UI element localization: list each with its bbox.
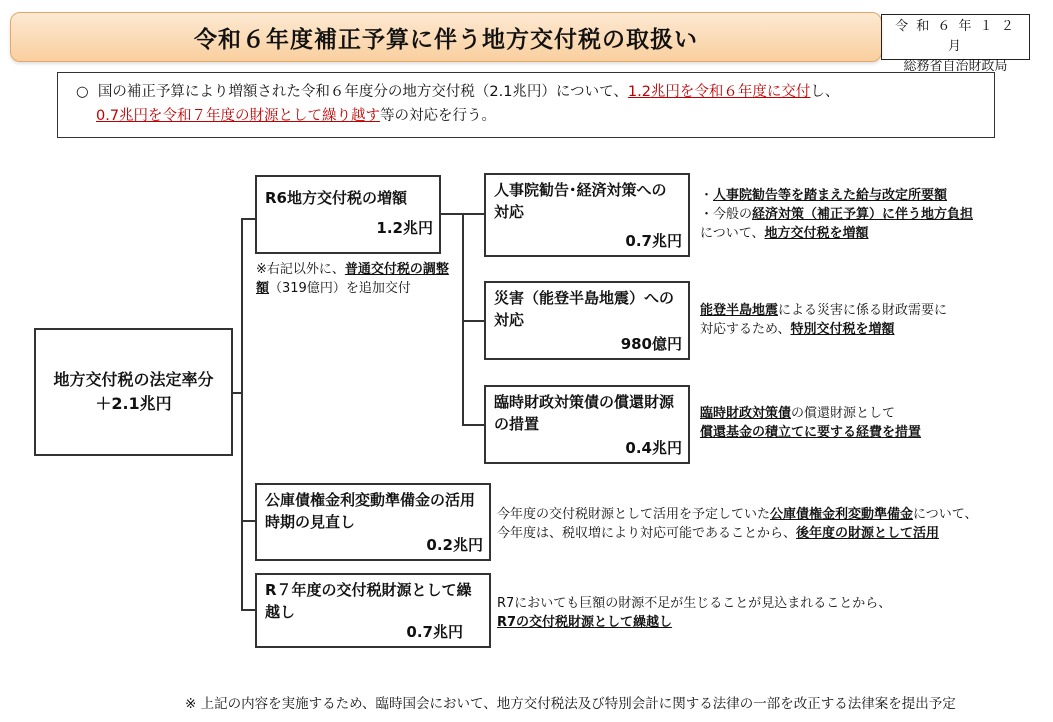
koko-name: 公庫債権金利変動準備金の活用時期の見直し — [265, 491, 476, 531]
jinjiin-name: 人事院勧告･経済対策への対応 — [494, 181, 667, 221]
koko-amount: 0.2兆円 — [426, 536, 483, 554]
koko-note1-post: について、 — [913, 507, 978, 522]
jinjiin-amount: 0.7兆円 — [625, 232, 682, 250]
connector-r6 — [241, 218, 255, 220]
r7-note — [497, 594, 1042, 632]
r7-amount: 0.7兆円 — [406, 623, 463, 641]
root-box — [34, 328, 233, 456]
connector-koko — [241, 520, 255, 522]
rinji-note1-post: の償還財源として — [791, 406, 896, 421]
summary-text-1: 国の補正予算により増額された令和６年度分の地方交付税（2.1兆円）について、 — [97, 84, 628, 100]
saigai-note2-pre: 対応するため、 — [700, 322, 791, 337]
jinjiin-note1-bullet: ・ — [700, 188, 714, 203]
jinjiin-note3-pre: について、 — [700, 226, 765, 241]
r6-note-post: （319億円）を追加交付 — [269, 281, 411, 296]
jinjiin-note1-bold: 人事院勧告等を踏まえた給与改定所要額 — [713, 188, 948, 203]
r6-increase-box — [255, 175, 441, 254]
jinjiin-note-3 — [700, 224, 1040, 243]
saigai-note1-bold: 能登半島地震 — [700, 303, 779, 318]
summary-line-1 — [76, 80, 982, 104]
summary-text-2-end: 等の対応を行う。 — [380, 108, 497, 124]
jinjiin-note2-pre: ・今般の — [700, 207, 753, 222]
r6-increase-note — [256, 260, 456, 298]
date-org-box — [881, 14, 1030, 74]
saigai-note2-bold: 特別交付税を増額 — [790, 322, 895, 337]
summary-bullet: ○ — [76, 84, 89, 100]
summary-text-1-end: し、 — [810, 84, 840, 100]
rinji-amount: 0.4兆円 — [625, 439, 682, 457]
r7-box — [255, 573, 491, 648]
r7-note-2 — [497, 613, 1042, 632]
connector-r7 — [241, 609, 255, 611]
rinji-name: 臨時財政対策債の償還財源の措置 — [494, 393, 675, 433]
jinjiin-box — [484, 173, 690, 257]
koko-note-1 — [497, 505, 1042, 524]
org-label: 総務省自治財政局 — [903, 59, 1008, 74]
rinji-note-1 — [700, 404, 1040, 423]
r6-increase-name: R6地方交付税の増額 — [265, 189, 407, 207]
saigai-box — [484, 281, 690, 360]
saigai-amount: 980億円 — [620, 335, 682, 353]
saigai-note — [700, 301, 1040, 339]
page-title: 令和６年度補正予算に伴う地方交付税の取扱い — [10, 12, 882, 62]
saigai-note1-post: による災害に係る財政需要に — [778, 303, 948, 318]
rinji-box — [484, 385, 690, 464]
root-name: 地方交付税の法定率分 — [53, 370, 214, 389]
saigai-name: 災害（能登半島地震）への対応 — [494, 289, 675, 329]
jinjiin-note3-bold: 地方交付税を増額 — [764, 226, 869, 241]
koko-note1-pre: 今年度の交付税財源として活用を予定していた — [497, 507, 771, 522]
jinjiin-note-1 — [700, 186, 1040, 205]
rinji-note1-bold: 臨時財政対策債 — [700, 406, 792, 421]
rinji-note-2 — [700, 423, 1040, 442]
r7-name: R７年度の交付税財源として繰越し — [265, 581, 472, 621]
jinjiin-note-2 — [700, 205, 1040, 224]
jinjiin-note — [700, 186, 1040, 243]
connector-saigai — [462, 320, 484, 322]
r6-increase-amount: 1.2兆円 — [376, 219, 433, 237]
r6-note-bold: 普通交付税の調整額 — [256, 262, 449, 296]
rinji-note2-bold: 償還基金の積立てに要する経費を措置 — [700, 425, 922, 440]
koko-note — [497, 505, 1042, 543]
connector-r6-out — [441, 213, 464, 215]
r7-note2-bold: R7の交付税財源として繰越し — [497, 615, 673, 630]
koko-box — [255, 483, 491, 561]
connector-trunk — [241, 218, 243, 611]
summary-box — [57, 72, 995, 138]
r6-note-pre: ※右記以外に、 — [256, 262, 345, 277]
root-amount: ＋2.1兆円 — [95, 394, 172, 413]
summary-highlight-1: 1.2兆円を令和６年度に交付 — [627, 84, 811, 100]
saigai-note-2 — [700, 320, 1040, 339]
koko-note2-pre: 今年度は、税収増により対応可能であることから、 — [497, 526, 797, 541]
connector-rinji — [462, 424, 484, 426]
saigai-note-1 — [700, 301, 1040, 320]
koko-note1-bold: 公庫債権金利変動準備金 — [770, 507, 914, 522]
koko-note2-bold: 後年度の財源として活用 — [796, 526, 940, 541]
rinji-note — [700, 404, 1040, 442]
summary-highlight-2: 0.7兆円を令和７年度の財源として繰り越す — [96, 108, 381, 124]
jinjiin-note2-bold: 経済対策（補正予算）に伴う地方負担 — [752, 207, 974, 222]
r7-note-1: R7においても巨額の財源不足が生じることが見込まれることから、 — [497, 596, 892, 611]
summary-line-2 — [76, 104, 982, 128]
koko-note-2 — [497, 524, 1042, 543]
connector-jinjiin — [462, 213, 484, 215]
date-label: 令 和 ６ 年 １ ２ 月 — [895, 19, 1016, 54]
footer-note: ※ 上記の内容を実施するため、臨時国会において、地方交付税法及び特別会計に関する法律の一部を改正する法律案を提出予定 — [185, 696, 956, 712]
